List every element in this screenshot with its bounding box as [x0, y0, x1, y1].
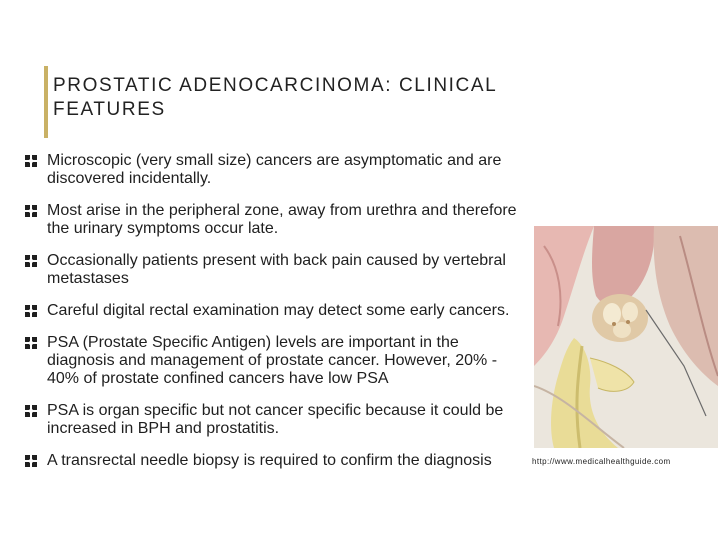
fleuron-bullet-icon	[24, 154, 38, 168]
bullet-item	[24, 202, 529, 238]
bullet-text: A transrectal needle biopsy is required to confirm the diagnosis	[47, 452, 492, 469]
pelvic-anatomy-drawing	[534, 226, 718, 448]
bullet-list	[24, 152, 529, 470]
bullet-text: Occasionally patients present with back pain caused by vertebral metastases	[47, 252, 506, 287]
fleuron-bullet-icon	[24, 254, 38, 268]
bullet-text: PSA (Prostate Specific Antigen) levels are important in the diagnosis and management of prostate cancer. However, 20% - 40% of prostate confined cancers have low PSA	[47, 334, 498, 387]
anatomy-illustration	[534, 226, 718, 448]
bullet-item	[24, 452, 529, 470]
bullet-text: Microscopic (very small size) cancers are asymptomatic and are discovered incidentally.	[47, 152, 502, 187]
bullet-item	[24, 402, 529, 438]
figure-caption: http://www.medicalhealthguide.com	[532, 457, 671, 466]
slide-title: PROSTATIC ADENOCARCINOMA: CLINICAL FEATURES	[53, 75, 497, 120]
fleuron-bullet-icon	[24, 204, 38, 218]
fleuron-bullet-icon	[24, 454, 38, 468]
bullet-item	[24, 302, 529, 320]
bullet-item	[24, 152, 529, 188]
bullet-item	[24, 252, 529, 288]
bullet-text: Careful digital rectal examination may detect some early cancers.	[47, 302, 510, 319]
fleuron-bullet-icon	[24, 304, 38, 318]
bullet-item	[24, 334, 529, 388]
fleuron-bullet-icon	[24, 404, 38, 418]
fleuron-bullet-icon	[24, 336, 38, 350]
bullet-text: Most arise in the peripheral zone, away from urethra and therefore the urinary symptoms occur late.	[47, 202, 517, 237]
bullet-text: PSA is organ specific but not cancer specific because it could be increased in BPH and prostatitis.	[47, 402, 504, 437]
title-accent-bar	[44, 66, 48, 138]
